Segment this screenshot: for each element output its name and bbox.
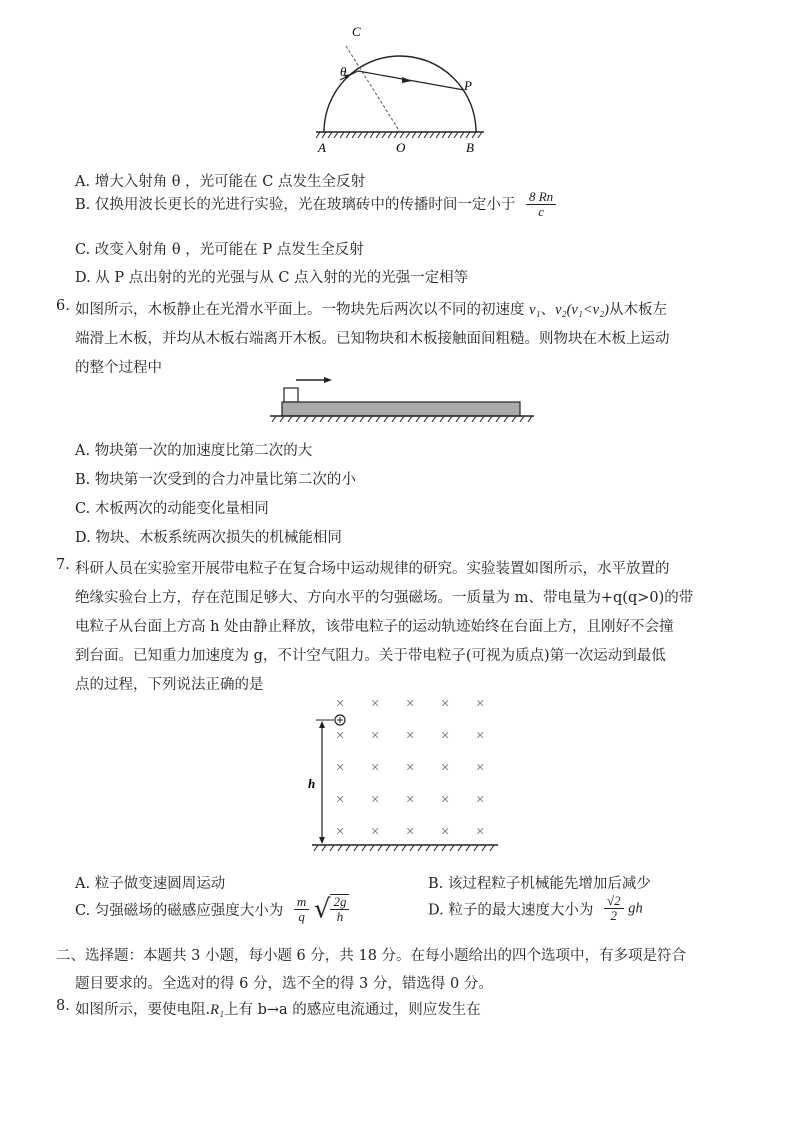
- field-symbol: ×: [475, 824, 486, 840]
- fraction-denominator: c: [538, 204, 544, 220]
- block-board-figure: [268, 372, 538, 424]
- q6-stem-line1: [75, 298, 667, 319]
- label-P: P: [464, 78, 472, 93]
- table-hatching: [314, 845, 494, 851]
- q7-stem-line1: 科研人员在实验室开展带电粒子在复合场中运动规律的研究。实验装置如图所示，水平放置的: [75, 561, 670, 577]
- q7-option-c-radicand: [330, 894, 349, 925]
- q6-separator: 、: [540, 302, 556, 318]
- q7-stem-line5: 点的过程，下列说法正确的是: [75, 677, 264, 693]
- semicircle-arc: [324, 56, 476, 132]
- height-arrow-bottom: [319, 837, 325, 844]
- q6-stem-line2: 端滑上木板，并均从木板右端离开木板。已知物块和木板接触面间粗糙。则物块在木板上运动: [75, 331, 670, 347]
- height-label: h: [308, 776, 316, 791]
- q6-number: 6.: [56, 298, 70, 314]
- label-O: O: [396, 140, 406, 155]
- q6-option-d: D. 物块、木板系统两次损失的机械能相同: [75, 530, 342, 546]
- label-A: A: [318, 140, 326, 155]
- semicircle-refraction-figure: [312, 18, 492, 158]
- block: [284, 388, 298, 402]
- section2-heading-line2: 题目要求的。全选对的得 6 分，选不全的得 3 分，错选得 0 分。: [75, 976, 493, 992]
- fraction-denominator: q: [298, 908, 305, 924]
- q7-option-c: [75, 894, 349, 925]
- field-symbol: ×: [475, 728, 486, 744]
- field-symbols: [335, 696, 485, 840]
- field-symbol: ×: [370, 728, 381, 744]
- field-symbol: ×: [440, 696, 451, 712]
- q6-v2-expression: v₂(v₁<v₂): [555, 302, 609, 318]
- q7-option-a: A. 粒子做变速圆周运动: [75, 876, 226, 892]
- q8-number: 8.: [56, 998, 70, 1014]
- radicand-numerator: 2g: [330, 895, 349, 910]
- field-symbol: ×: [335, 760, 346, 776]
- fraction-denominator: 2: [610, 908, 617, 924]
- field-symbol: ×: [475, 696, 486, 712]
- q8-stem: [75, 998, 481, 1019]
- q7-option-c-text: C. 匀强磁场的磁感应强度大小为: [75, 902, 284, 919]
- q6-v1: v₁: [529, 302, 541, 318]
- label-B: B: [466, 140, 474, 155]
- q6-option-b: B. 物块第一次受到的合力冲量比第二次的小: [75, 472, 356, 488]
- field-symbol: ×: [370, 760, 381, 776]
- sqrt-icon: √: [313, 894, 331, 925]
- field-symbol: ×: [370, 696, 381, 712]
- fraction-numerator: 8 Rn: [526, 190, 556, 205]
- field-symbol: ×: [475, 760, 486, 776]
- q8-stem-text-a: 如图所示，要使电阻.: [75, 1002, 211, 1018]
- q8-r1: R₁: [210, 1002, 225, 1018]
- label-theta: θ: [340, 64, 347, 79]
- height-arrow-top: [319, 721, 325, 728]
- q8-stem-text-b: 上有 b→a 的感应电流通过，则应发生在: [224, 1002, 481, 1018]
- field-symbol: ×: [335, 824, 346, 840]
- ground-hatching: [272, 416, 532, 422]
- field-symbol: ×: [335, 728, 346, 744]
- field-symbol: ×: [405, 696, 416, 712]
- label-C: C: [352, 24, 361, 39]
- field-symbol: ×: [440, 760, 451, 776]
- q5-option-c: C. 改变入射角 θ ，光可能在 P 点发生全反射: [75, 242, 364, 258]
- section2-heading-line1: 二、选择题：本题共 3 小题，每小题 6 分，共 18 分。在每小题给出的四个选项中，有多项是符合: [56, 948, 687, 964]
- field-symbol: ×: [440, 728, 451, 744]
- field-symbol: ×: [335, 792, 346, 808]
- q5-option-b-fraction: [526, 190, 556, 220]
- normal-dashed-line: [346, 46, 400, 132]
- field-symbol: ×: [335, 696, 346, 712]
- field-symbol: ×: [405, 792, 416, 808]
- base-hatching: [316, 132, 482, 138]
- q7-option-d-text: D. 粒子的最大速度大小为: [428, 902, 594, 919]
- q5-option-a: A. 增大入射角 θ ，光可能在 C 点发生全反射: [75, 174, 365, 190]
- q7-option-d-fraction: [604, 894, 624, 924]
- q7-number: 7.: [56, 557, 70, 573]
- fraction-numerator: √2: [604, 894, 624, 909]
- field-symbol: ×: [440, 824, 451, 840]
- q7-option-b: B. 该过程粒子机械能先增加后减少: [428, 876, 651, 892]
- q7-option-d-gh: gh: [628, 900, 643, 917]
- q6-stem-text-a: 如图所示，木板静止在光滑水平面上。一物块先后两次以不同的初速度: [75, 302, 525, 318]
- q6-option-a: A. 物块第一次的加速度比第二次的大: [75, 443, 313, 459]
- q5-option-b: [75, 190, 556, 220]
- q7-stem-line3: 电粒子从台面上方高 h 处由静止释放，该带电粒子的运动轨迹始终在台面上方，且刚好不会撞: [75, 619, 674, 635]
- field-symbol: ×: [405, 760, 416, 776]
- q6-stem-line3: 的整个过程中: [75, 360, 162, 376]
- q5-option-d: D. 从 P 点出射的光的光强与从 C 点入射的光的光强一定相等: [75, 270, 469, 286]
- arrow-head: [324, 377, 332, 383]
- q6-option-c: C. 木板两次的动能变化量相同: [75, 501, 269, 517]
- q5-option-b-text: B. 仅换用波长更长的光进行实验，光在玻璃砖中的传播时间一定小于: [75, 196, 516, 213]
- q7-option-c-fraction: [294, 895, 309, 925]
- field-symbol: ×: [440, 792, 451, 808]
- field-symbol: ×: [405, 728, 416, 744]
- q7-stem-line4: 到台面。已知重力加速度为 g，不计空气阻力。关于带电粒子(可视为质点)第一次运动到最低: [75, 648, 666, 664]
- field-symbol: ×: [370, 792, 381, 808]
- radicand-denominator: h: [336, 909, 344, 925]
- magnetic-field-figure: [304, 690, 504, 856]
- field-symbol: ×: [370, 824, 381, 840]
- board: [282, 402, 520, 416]
- q7-option-d: [428, 894, 643, 924]
- q7-stem-line2: 绝缘实验台上方，存在范围足够大、方向水平的匀强磁场。一质量为 m、带电量为+q(q>0)的带: [75, 590, 694, 606]
- field-symbol: ×: [475, 792, 486, 808]
- q6-stem-text-b: 从木板左: [608, 302, 667, 318]
- field-symbol: ×: [405, 824, 416, 840]
- fraction-numerator: m: [294, 895, 309, 910]
